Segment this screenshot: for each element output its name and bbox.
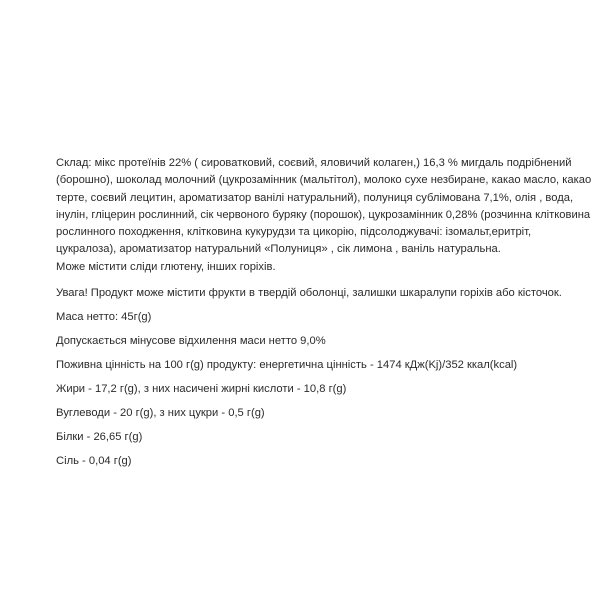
composition-line: інулін, гліцерин рослинний, сік червоного буряку (порошок), цукрозамінник 0,28% (розчинна клітковина — [56, 208, 591, 221]
composition-line: Склад: мікс протеїнів 22% ( сироватковий, соєвий, яловичий колаген,) 16,3 % мигдаль подрібнений — [56, 157, 572, 169]
carbohydrates-value: Вуглеводи - 20 г(g), з них цукри - 0,5 г(g) — [56, 407, 265, 420]
proteins-value: Білки - 26,65 г(g) — [56, 431, 143, 444]
allergen-note: Може містити сліди глютену, інших горіхів. — [56, 260, 276, 273]
warning-text: Увага! Продукт може містити фрукти в твердій оболонці, залишки шкаралупи горіхів або кісточок. — [56, 287, 562, 300]
composition-paragraph — [56, 155, 592, 276]
product-label-text — [56, 155, 592, 468]
composition-line: цукралоза), ароматизатор натуральний «Полуниця» , сік лимона , ваніль натуральна. — [56, 243, 501, 256]
composition-line: (борошно), шоколад молочний (цукрозамінник (мальтітол), молоко сухе незбиране, какао масло, какао — [56, 174, 592, 187]
composition-line: рослинного походження, клітковина кукурудзи та цикорію, підсолоджувачі: ізомальт,еритріт, — [56, 226, 532, 239]
net-weight: Маса нетто: 45г(g) — [56, 311, 152, 324]
fats-value: Жири - 17,2 г(g), з них насичені жирні кислоти - 10,8 г(g) — [56, 383, 347, 396]
energy-value: Поживна цінність на 100 г(g) продукту: енергетична цінність - 1474 кДж(Kj)/352 ккал(kcal) — [56, 359, 518, 372]
weight-deviation: Допускається мінусове відхилення маси нетто 9,0% — [56, 335, 326, 348]
composition-line: терте, соєвий лецитин, ароматизатор ванілі натуральний), полуниця сублімована 7,1%, олія , вода, — [56, 191, 574, 204]
salt-value: Сіль - 0,04 г(g) — [56, 455, 132, 468]
